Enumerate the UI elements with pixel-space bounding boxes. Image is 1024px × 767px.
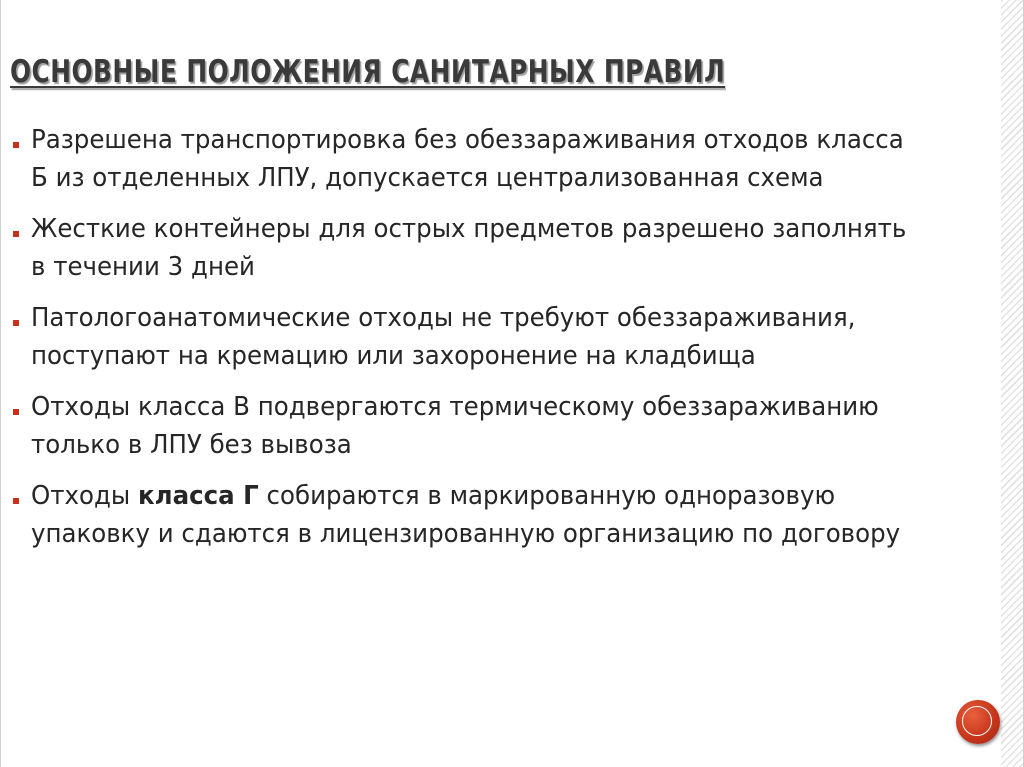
bullet-text (31, 478, 907, 553)
bullet-item-2 (13, 211, 943, 286)
bullet-item-1 (13, 122, 943, 197)
bullet-text: Патологоанатомические отходы не требуют обеззараживания, поступают на кремацию или захоронение на кладбища (31, 303, 856, 371)
square-bullet-icon (13, 320, 19, 326)
slide-title: ОСНОВНЫЕ ПОЛОЖЕНИЯ САНИТАРНЫХ ПРАВИЛ (10, 54, 726, 90)
bullet-text-prefix: Отходы (31, 481, 139, 511)
bullet-item-3 (13, 300, 943, 375)
bullet-item-4 (13, 389, 943, 464)
slide-left-border (0, 0, 1, 767)
square-bullet-icon (13, 231, 19, 237)
circle-badge-icon[interactable] (956, 700, 1000, 744)
bullet-list (13, 122, 943, 567)
bullet-text: Отходы класса В подвергаются термическому обеззараживанию только в ЛПУ без вывоза (31, 392, 879, 460)
bullet-item-5 (13, 478, 943, 553)
square-bullet-icon (13, 498, 19, 504)
decorative-hatch-strip (1001, 0, 1023, 767)
bullet-text-emphasis: класса Г (138, 481, 259, 511)
bullet-text: Жесткие контейнеры для острых предметов разрешено заполнять в течении 3 дней (31, 214, 907, 282)
square-bullet-icon (13, 409, 19, 415)
bullet-text: Разрешена транспортировка без обеззараживания отходов класса Б из отделенных ЛПУ, допускается централизованная схема (31, 125, 904, 193)
badge-ring (962, 706, 992, 736)
bullet-text-suffix: собираются в маркированную одноразовую упаковку и сдаются в лицензированную организацию по договору (31, 481, 901, 549)
square-bullet-icon (13, 142, 19, 148)
